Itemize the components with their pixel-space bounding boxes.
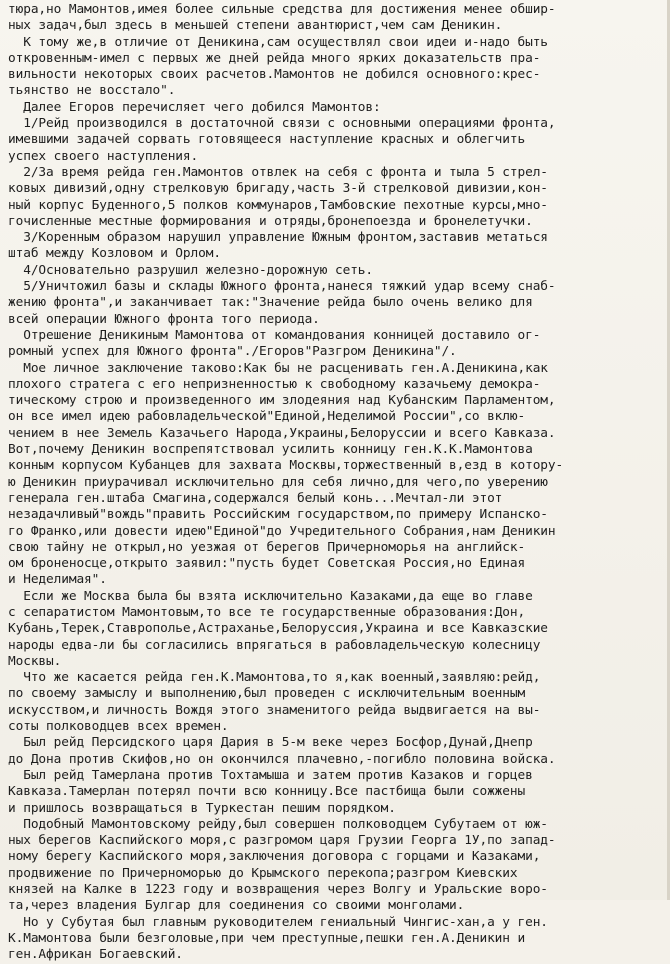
text-line: соты полководцев всех времен.: [8, 719, 229, 735]
text-line: Москвы.: [8, 653, 62, 669]
text-line: конным корпусом Кубанцев для захвата Москвы,торжественный в,езд в котору-: [8, 458, 564, 474]
text-line: штаб между Козловом и Орлом.: [8, 246, 221, 262]
text-line: Далее Егоров перечисляет чего добился Мамонтов:: [8, 99, 381, 115]
text-line: Кубань,Терек,Ставрополье,Астраханье,Белоруссия,Украина и все Кавказские: [8, 621, 548, 637]
text-line: К.Мамонтова были безголовые,при чем преступные,пешки ген.А.Деникин и: [8, 930, 526, 946]
text-line: незадачливый"вождь"править Российским государством,по примеру Испанско-: [8, 507, 548, 523]
text-line: до Дона против Скифов,но он окончился плачевно,-погибло половина войска.: [8, 751, 556, 767]
text-line: Был рейд Персидского царя Дария в 5-м веке через Босфор,Дунай,Днепр: [8, 735, 533, 751]
text-line: и Неделимая".: [8, 572, 107, 588]
text-line: Отрешение Деникиным Мамонтова от командования конницей доставило ог-: [8, 327, 541, 343]
text-line: Вот,почему Деникин воспрепятствовал усилить конницу ген.К.К.Мамонтова: [8, 442, 533, 458]
text-line: тическому строю и произведенного им злодеяния над Кубанским Парламентом,: [8, 393, 556, 409]
text-line: 2/За время рейда ген.Мамонтов отвлек на себя с фронта и тыла 5 стрел-: [8, 164, 548, 180]
text-line: ных задач,был здесь в меньшей степени авантюрист,чем сам Деникин.: [8, 18, 503, 34]
text-line: ному берегу Каспийского моря,заключения договора с горцами и Казаками,: [8, 849, 541, 865]
text-line: го Франко,или довести идею"Единой"до Учредительного Собрания,нам Деникин: [8, 523, 556, 539]
text-line: народы едва-ли бы согласились впрягаться в рабовладельческую колесницу: [8, 637, 541, 653]
text-line: генерала ген.штаба Смагина,содержался белый конь...Мечтал-ли этот: [8, 490, 503, 506]
text-line: ом броненосце,открыто заявил:"пусть будет Советская Россия,но Единая: [8, 556, 526, 572]
text-line: и пришлось возвращаться в Туркестан пешим порядком.: [8, 800, 396, 816]
text-line: Мое личное заключение таково:Как бы не расценивать ген.А.Деникина,как: [8, 360, 548, 376]
text-line: Что же касается рейда ген.К.Мамонтова,то я,как военный,заявляю:рейд,: [8, 670, 541, 686]
text-line: Был рейд Тамерлана против Тохтамыша и затем против Казаков и горцев: [8, 767, 533, 783]
text-line: ных берегов Каспийского моря,с разгромом царя Грузии Георга 1У,по запад-: [8, 833, 556, 849]
text-line: искусством,и личность Вождя этого знаменитого рейда выдвигается на вы-: [8, 702, 541, 718]
text-line: ген.Африкан Богаевский.: [8, 947, 183, 963]
text-line: успех своего наступления.: [8, 148, 199, 164]
text-line: гочисленные местные формирования и отряды,бронепоезда и бронелетучки.: [8, 213, 533, 229]
text-line: ромный успех для Южного фронта"./Егоров"Разгром Деникина"/.: [8, 344, 457, 360]
text-line: по своему замыслу и выполнению,был проведен с исключительным военным: [8, 686, 526, 702]
text-line: с сепаратистом Мамонтовым,то все те государственные образования:Дон,: [8, 604, 526, 620]
document-text: [8, 2, 666, 964]
text-line: Если же Москва была бы взята исключительно Казаками,да еще во главе: [8, 588, 533, 604]
text-line: Кавказа.Тамерлан потерял почти всю конницу.Все пастбища были сожжены: [8, 784, 526, 800]
text-line: та,через владения Булгар для соединения со своими монголами.: [8, 898, 465, 914]
text-line: 1/Рейд производился в достаточной связи с основными операциями фронта,: [8, 116, 556, 132]
text-line: ковых дивизий,одну стрелковую бригаду,часть 3-й стрелковой дивизии,кон-: [8, 181, 548, 197]
text-line: тьянство не восстало".: [8, 83, 176, 99]
text-line: князей на Калке в 1223 году и возвращения через Волгу и Уральские воро-: [8, 882, 548, 898]
text-line: 5/Уничтожил базы и склады Южного фронта,нанеся тяжкий удар всему снаб-: [8, 279, 556, 295]
text-line: К тому же,в отличие от Деникина,сам осуществлял свои идеи и-надо быть: [8, 34, 548, 50]
text-line: имевшими задачей сорвать готовящееся наступление красных и облегчить: [8, 132, 526, 148]
text-line: жению фронта",и заканчивает так:"Значение рейда было очень велико для: [8, 295, 533, 311]
text-line: свою тайну не открыл,но уезжая от берегов Причерноморья на английск-: [8, 539, 526, 555]
text-line: Подобный Мамонтовскому рейду,был совершен полководцем Субутаем от юж-: [8, 816, 548, 832]
text-line: 4/Основательно разрушил железно-дорожную сеть.: [8, 262, 374, 278]
text-line: ю Деникин приурачивал исключительно для себя лично,для чего,по уверению: [8, 474, 548, 490]
text-line: чением в нее Земель Казачьего Народа,Украины,Белоруссии и всего Кавказа.: [8, 425, 556, 441]
text-line: ный корпус Буденного,5 полков коммунаров,Тамбовские пехотные курсы,мно-: [8, 197, 548, 213]
text-line: вильности некоторых своих расчетов.Мамонтов не добился основного:крес-: [8, 67, 541, 83]
text-line: Но у Субутая был главным руководителем гениальный Чингис-хан,а у ген.: [8, 914, 548, 930]
text-line: плохого стратега с его непризненностью к свободному казачьему демокра-: [8, 376, 541, 392]
text-line: всей операции Южного фронта того периода.: [8, 311, 320, 327]
text-line: откровенным-имел с первых же дней рейда много ярких доказательств пра-: [8, 50, 541, 66]
text-line: тюра,но Мамонтов,имея более сильные средства для достижения менее обшир-: [8, 2, 556, 17]
text-line: 3/Коренным образом нарушил управление Южным фронтом,заставив метаться: [8, 230, 548, 246]
text-line: он все имел идею рабовладельческой"Единой,Неделимой России",со вклю-: [8, 409, 526, 425]
text-line: продвижение по Причерноморью до Крымского перекопа;разгром Киевских: [8, 865, 518, 881]
